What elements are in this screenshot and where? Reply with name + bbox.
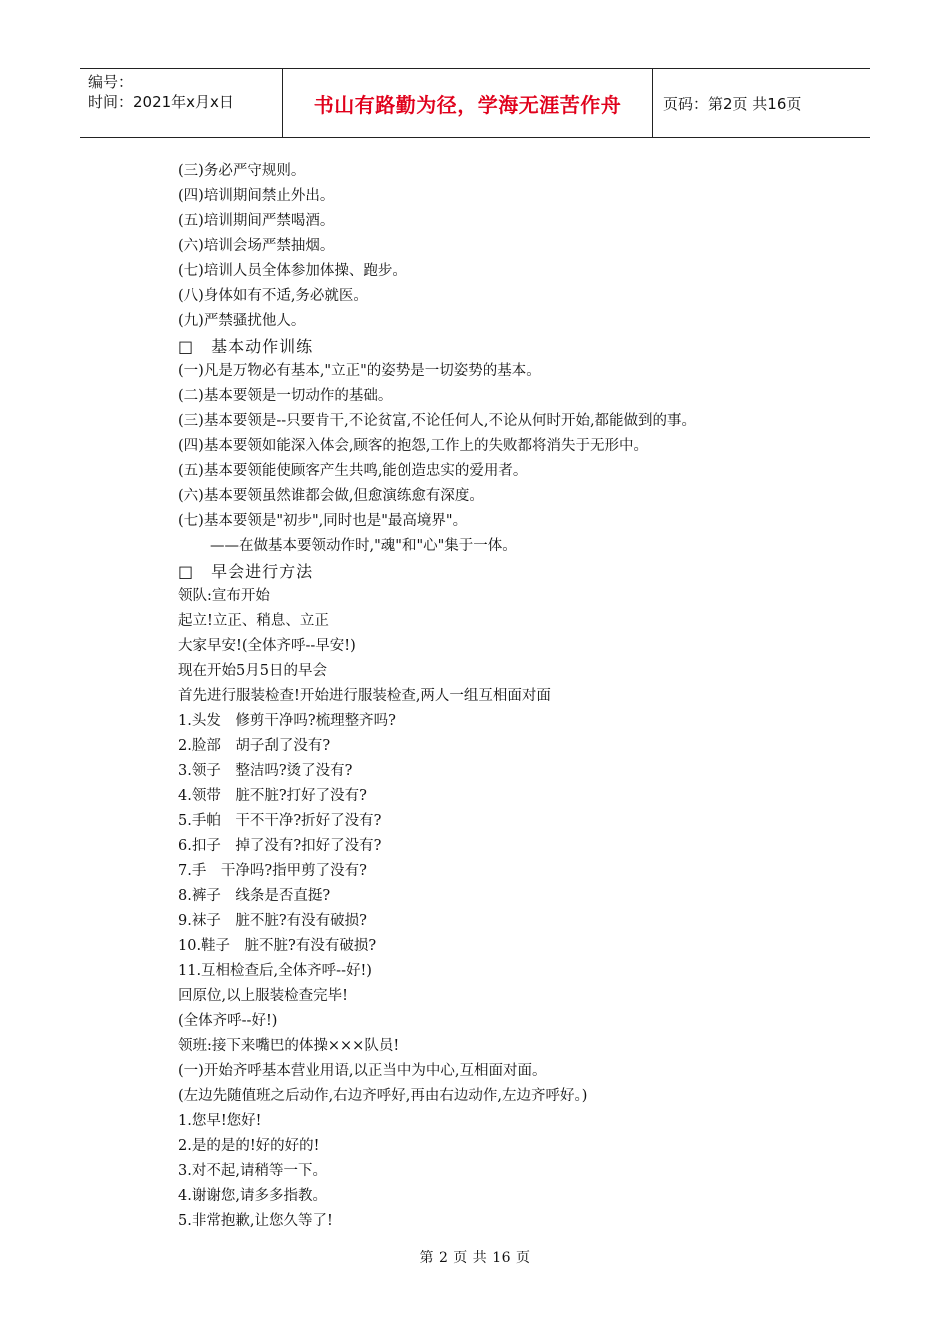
text-line: 3.对不起,请稍等一下。 xyxy=(178,1163,327,1179)
text-line: 回原位,以上服装检查完毕! xyxy=(178,988,348,1004)
text-line: ——在做基本要领动作时,"魂"和"心"集于一体。 xyxy=(210,538,517,554)
number-label: 编号： xyxy=(88,73,134,91)
text-line: 4.领带 脏不脏?打好了没有? xyxy=(178,788,367,804)
text-line: 4.谢谢您,请多多指教。 xyxy=(178,1188,327,1204)
text-line: (二)基本要领是一切动作的基础。 xyxy=(178,388,393,404)
text-line: (全体齐呼--好!) xyxy=(178,1013,278,1029)
text-line: (九)严禁骚扰他人。 xyxy=(178,313,306,329)
text-line: 11.互相检查后,全体齐呼--好!) xyxy=(178,963,372,979)
text-line: 5.非常抱歉,让您久等了! xyxy=(178,1213,333,1229)
text-line: (六)培训会场严禁抽烟。 xyxy=(178,238,335,254)
text-line: 起立!立正、稍息、立正 xyxy=(178,613,329,629)
text-line: (三)务必严守规则。 xyxy=(178,163,306,179)
text-line: (一)开始齐呼基本营业用语,以正当中为中心,互相面对面。 xyxy=(178,1063,547,1079)
text-line: 首先进行服装检查!开始进行服装检查,两人一组互相面对面 xyxy=(178,688,551,704)
text-line: (七)基本要领是"初步",同时也是"最高境界"。 xyxy=(178,513,468,529)
header-meta xyxy=(80,69,283,137)
document-header xyxy=(80,68,870,138)
text-line: 领班:接下来嘴巴的体操×××队员! xyxy=(178,1038,400,1054)
page-footer: 第 2 页 共 16 页 xyxy=(419,1250,531,1266)
text-line: 1.头发 修剪干净吗?梳理整齐吗? xyxy=(178,713,396,729)
text-line: (一)凡是万物必有基本,"立正"的姿势是一切姿势的基本。 xyxy=(178,363,541,379)
text-line: (四)基本要领如能深入体会,顾客的抱怨,工作上的失败都将消失于无形中。 xyxy=(178,438,649,454)
text-line: (五)培训期间严禁喝酒。 xyxy=(178,213,335,229)
text-line: 2.脸部 胡子刮了没有? xyxy=(178,738,331,754)
text-line: 1.您早!您好! xyxy=(178,1113,262,1129)
text-line: 8.裤子 线条是否直挺? xyxy=(178,888,331,904)
header-motto: 书山有路勤为径，学海无涯苦作舟 xyxy=(283,69,653,137)
header-page-info: 页码：第2页 共16页 xyxy=(663,94,802,113)
text-line: 9.袜子 脏不脏?有没有破损? xyxy=(178,913,367,929)
text-line: 3.领子 整洁吗?烫了没有? xyxy=(178,763,353,779)
text-line: (八)身体如有不适,务必就医。 xyxy=(178,288,368,304)
text-line: 2.是的是的!好的好的! xyxy=(178,1138,320,1154)
text-line: 领队:宣布开始 xyxy=(178,588,270,604)
section-heading: □ 基本动作训练 xyxy=(178,337,314,356)
document-body xyxy=(178,159,818,1234)
text-line: (六)基本要领虽然谁都会做,但愈演练愈有深度。 xyxy=(178,488,484,504)
text-line: 10.鞋子 脏不脏?有没有破损? xyxy=(178,938,377,954)
text-line: (三)基本要领是--只要肯干,不论贫富,不论任何人,不论从何时开始,都能做到的事。 xyxy=(178,413,697,429)
text-line: (五)基本要领能使顾客产生共鸣,能创造忠实的爱用者。 xyxy=(178,463,528,479)
time-label: 时间：2021年x月x日 xyxy=(88,93,234,111)
section-heading: □ 早会进行方法 xyxy=(178,562,314,581)
text-line: (七)培训人员全体参加体操、跑步。 xyxy=(178,263,407,279)
text-line: 6.扣子 掉了没有?扣好了没有? xyxy=(178,838,382,854)
text-line: 大家早安!(全体齐呼--早安!) xyxy=(178,638,356,654)
text-line: 5.手帕 干不干净?折好了没有? xyxy=(178,813,382,829)
text-line: 现在开始5月5日的早会 xyxy=(178,663,327,679)
text-line: 7.手 干净吗?指甲剪了没有? xyxy=(178,863,367,879)
text-line: (左边先随值班之后动作,右边齐呼好,再由右边动作,左边齐呼好。) xyxy=(178,1088,588,1104)
text-line: (四)培训期间禁止外出。 xyxy=(178,188,335,204)
